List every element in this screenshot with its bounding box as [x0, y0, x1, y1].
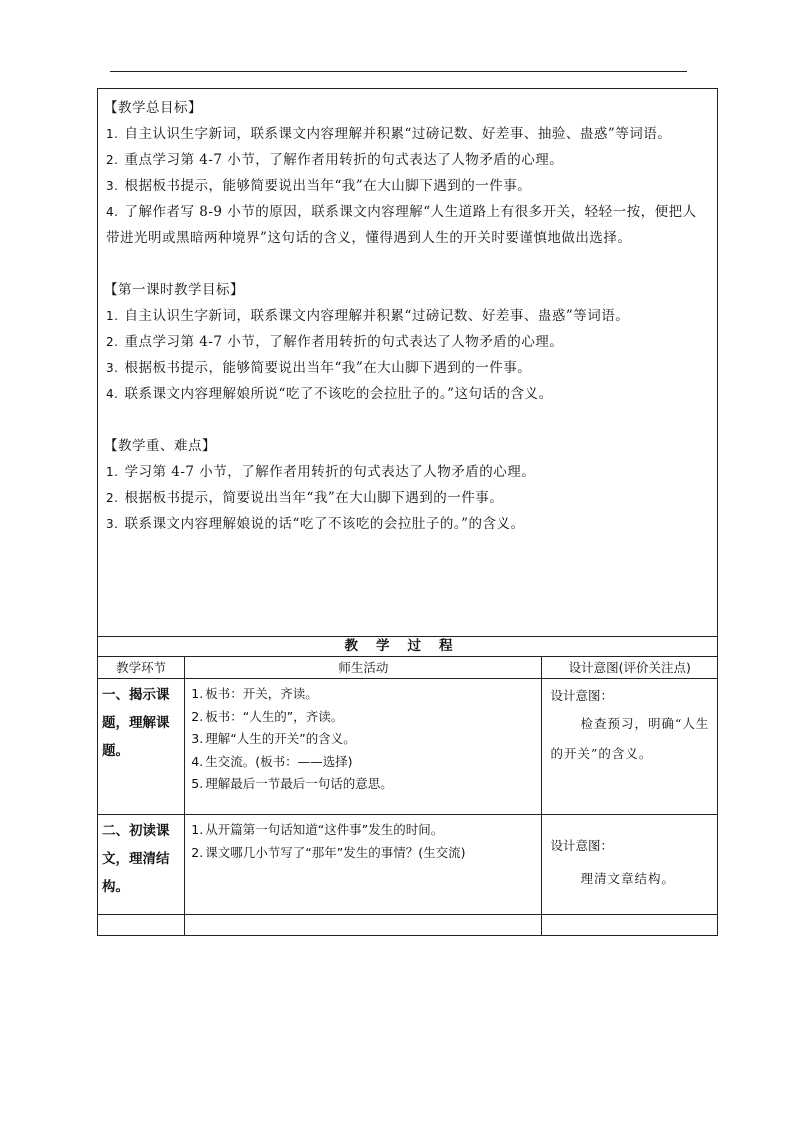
- key-point-item: 1. 学习第 4-7 小节，了解作者用转折的句式表达了人物矛盾的心理。: [106, 464, 536, 480]
- lesson1-goal-item: 2. 重点学习第 4-7 小节，了解作者用转折的句式表达了人物矛盾的心理。: [106, 334, 564, 350]
- key-points-section: [102, 433, 709, 537]
- activity-item: 3. 理解“人生的开关”的含义。: [191, 731, 356, 746]
- intent-cell: [542, 679, 718, 815]
- overall-goal-item: 2. 重点学习第 4-7 小节，了解作者用转折的句式表达了人物矛盾的心理。: [106, 152, 564, 168]
- lesson1-goals-section: [102, 277, 709, 407]
- intent-text: 检查预习，明确“人生的开关”的含义。: [550, 716, 710, 761]
- intent-label: 设计意图：: [550, 838, 613, 853]
- stage-cell: 二、初读课文，理清结构。: [98, 815, 185, 936]
- overall-goal-item: 1. 自主认识生字新词，联系课文内容理解并积累“过磅记数、好差事、抽验、蛊惑”等词语。: [106, 126, 672, 142]
- objectives-block: [98, 89, 717, 635]
- activity-item: 4. 生交流。(板书：——选择): [191, 753, 353, 769]
- stage-cell: 一、揭示课题，理解课题。: [98, 679, 185, 815]
- activity-item: 2. 课文哪几小节写了“那年”发生的事情？(生交流): [191, 844, 466, 860]
- activity-item: 5. 理解最后一节最后一句话的意思。: [191, 776, 393, 791]
- table-row: [98, 679, 718, 815]
- header-rule: [110, 71, 687, 72]
- key-point-item: 3. 联系课文内容理解娘说的话“吃了不该吃的会拉肚子的。”的含义。: [106, 516, 525, 532]
- activity-item: 1. 板书：开关，齐读。: [191, 686, 318, 701]
- process-title: 教学过程: [98, 637, 718, 657]
- activity-item: 1. 从开篇第一句话知道“这件事”发生的时间。: [191, 822, 444, 837]
- lesson1-goal-item: 3. 根据板书提示，能够简要说出当年“我”在大山脚下遇到的一件事。: [106, 360, 532, 376]
- lesson1-goal-item: 1. 自主认识生字新词，联系课文内容理解并积累“过磅记数、好差事、蛊惑”等词语。: [106, 308, 630, 324]
- teaching-process-table: [97, 636, 718, 936]
- key-points-title: 【教学重、难点】: [104, 438, 216, 454]
- intent-text: 理清文章结构。: [580, 871, 675, 886]
- header-intent: 设计意图(评价关注点): [542, 657, 718, 679]
- lesson1-goals-title: 【第一课时教学目标】: [104, 282, 244, 298]
- overall-goal-item: 4. 了解作者写 8-9 小节的原因，联系课文内容理解“人生道路上有很多开关，轻轻一按，便把人带进光明或黑暗两种境界”这句话的含义，懂得遇到人生的开关时要谨慎地做出选择。: [106, 204, 697, 246]
- header-stage: 教学环节: [98, 657, 185, 679]
- key-point-item: 2. 根据板书提示，简要说出当年“我”在大山脚下遇到的一件事。: [106, 490, 504, 506]
- activity-item: 2. 板书：“人生的”，齐读。: [191, 708, 344, 724]
- table-row: [98, 815, 718, 936]
- process-header-row: [98, 657, 718, 679]
- activity-cell: [185, 679, 542, 815]
- activity-cell: [185, 815, 542, 936]
- intent-cell: [542, 815, 718, 936]
- lesson-plan-frame: [97, 88, 718, 915]
- header-activity: 师生活动: [185, 657, 542, 679]
- overall-goals-title: 【教学总目标】: [104, 100, 202, 116]
- overall-goal-item: 3. 根据板书提示，能够简要说出当年“我”在大山脚下遇到的一件事。: [106, 178, 532, 194]
- intent-label: 设计意图：: [550, 688, 613, 703]
- overall-goals-section: [102, 95, 709, 251]
- lesson1-goal-item: 4. 联系课文内容理解娘所说“吃了不该吃的会拉肚子的。”这句话的含义。: [106, 386, 553, 402]
